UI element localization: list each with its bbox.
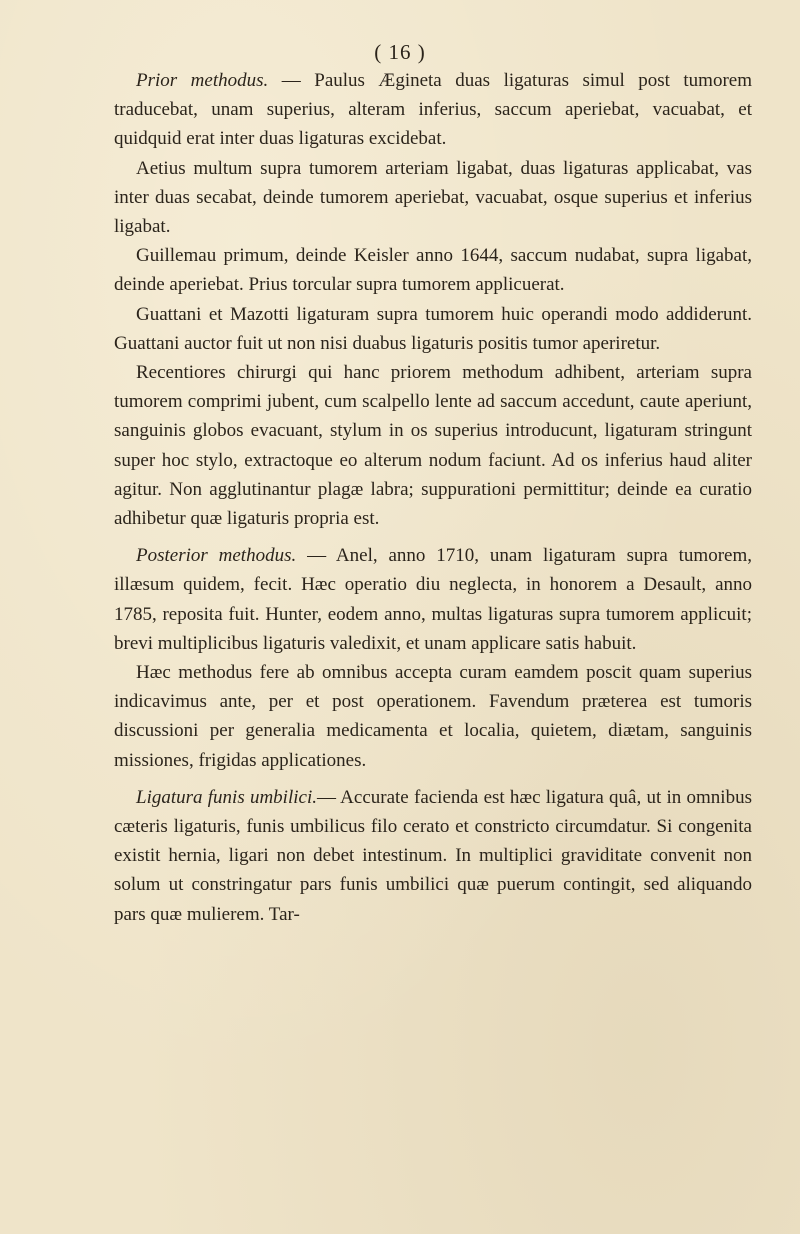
body-text	[114, 66, 752, 929]
paragraph-aetius	[114, 154, 752, 242]
paragraph-guattani	[114, 300, 752, 358]
paragraph-prior-methodus	[114, 66, 752, 154]
paragraph-text: Recentiores chirurgi qui hanc priorem methodum adhibent, arteriam supra tumorem comprimi jubent, cum scalpello lente ad saccum accedunt, caute aperiunt, sanguinis globos evacuant, stylum in os superius introducunt, ligaturam stringunt super hoc stylo, extractoque eo alterum nodum faciunt. Ad os inferius haud aliter agitur. Non agglutinantur plagæ labra; suppurationi permittitur; deinde ea curatio adhibetur quæ ligaturis propria est.	[114, 362, 752, 530]
paragraph-text: — Anel, anno 1710, unam ligaturam supra tumorem, illæsum quidem, fecit. Hæc operatio diu neglecta, in honorem a Desault, anno 1785, reposita fuit. Hunter, eodem anno, multas ligaturas supra tumorem applicuit; brevi multiplicibus ligaturis valedixit, et unam applicare satis habuit.	[114, 545, 753, 654]
paragraph-text: Aetius multum supra tumorem arteriam ligabat, duas ligaturas applicabat, vas inter duas secabat, deinde tumorem aperiebat, vacuabat, osque superius et inferius ligabat.	[114, 157, 752, 238]
paragraph-haec-methodus	[114, 658, 752, 775]
paragraph-text: Guillemau primum, deinde Keisler anno 1644, saccum nudabat, supra ligabat, deinde aperiebat. Prius torcular supra tumorem applicuerat.	[114, 245, 752, 296]
paragraph-guillemau	[114, 241, 752, 299]
paragraph-text: Hæc methodus fere ab omnibus accepta curam eamdem poscit quam superius indicavimus ante, per et post operationem. Favendum præterea est tumoris discussioni per generalia medicamenta et localia, quietem, diætam, sanguinis missiones, frigidas applicationes.	[114, 662, 752, 771]
paragraph-recentiores	[114, 358, 752, 533]
page-number: ( 16 )	[374, 40, 426, 64]
paragraph-ligatura-funis	[114, 783, 752, 929]
paragraph-text: Guattani et Mazotti ligaturam supra tumorem huic operandi modo addiderunt. Guattani auctor fuit ut non nisi duabus ligaturis positis tumor aperiretur.	[114, 303, 752, 354]
paragraph-text: — Accurate facienda est hæc ligatura quâ, ut in omnibus cæteris ligaturis, funis umbilicus filo cerato et constricto circumdatur. Si congenita existit hernia, ligari non debet intestinum. In multiplici graviditate convenit non solum ut constringatur pars funis umbilici quæ puerum contingit, sed aliquando pars quæ mulierem. Tar-	[114, 786, 752, 925]
paragraph-text: — Paulus Ægineta duas ligaturas simul post tumorem traducebat, unam superius, alteram inferius, saccum aperiebat, vacuabat, et quidquid erat inter duas ligaturas excidebat.	[114, 70, 752, 150]
paragraph-posterior-methodus	[114, 541, 752, 658]
section-heading-ligatura-funis: Ligatura funis umbilici.	[136, 786, 317, 808]
section-heading-posterior-methodus: Posterior methodus.	[136, 545, 297, 567]
section-heading-prior-methodus: Prior methodus.	[136, 70, 269, 91]
